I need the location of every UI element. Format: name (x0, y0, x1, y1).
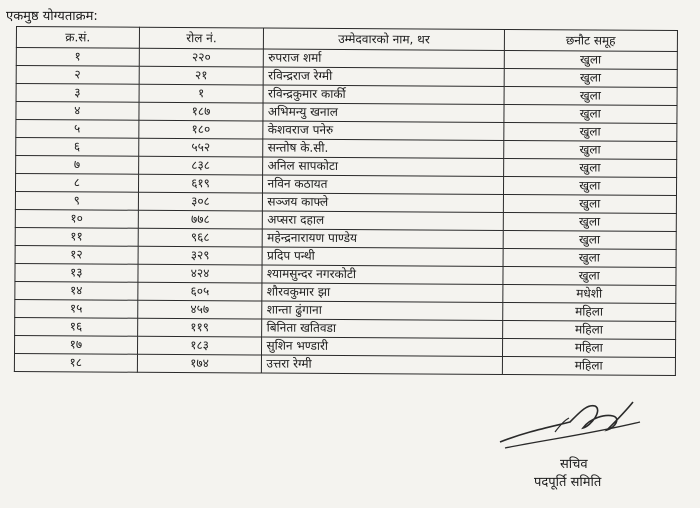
cell-roll: ६१९ (138, 174, 263, 193)
cell-name: श्यामसुन्दर नगरकोटी (262, 265, 502, 284)
cell-roll: ४५७ (137, 300, 262, 319)
cell-sn: ११ (15, 227, 138, 246)
cell-name: शौरवकुमार झा (262, 283, 502, 302)
cell-name: सन्तोष के.सी. (263, 139, 503, 158)
cell-roll: १८० (138, 120, 263, 139)
cell-roll: २१ (139, 66, 264, 85)
cell-roll: ७७८ (138, 210, 263, 229)
cell-name: रुपराज शर्मा (264, 49, 504, 68)
signatory-committee: पदपूर्ति समिति (534, 475, 602, 490)
signatory-title: सचिव (560, 457, 588, 472)
cell-sn: १३ (15, 263, 138, 282)
table-body (14, 48, 677, 376)
cell-group: महिला (502, 302, 675, 321)
merit-list-table (14, 26, 678, 376)
cell-roll: ४२४ (138, 264, 263, 283)
cell-sn: १७ (14, 335, 137, 354)
cell-roll: ८३८ (138, 156, 263, 175)
cell-group: महिला (502, 320, 675, 339)
cell-sn: १५ (15, 299, 138, 318)
cell-name: शान्ता ढुंगाना (262, 301, 502, 320)
cell-sn: ४ (16, 102, 139, 121)
cell-name: महेन्द्रनारायण पाण्डेय (263, 229, 503, 248)
cell-sn: १४ (15, 281, 138, 300)
cell-group: खुला (503, 248, 676, 267)
cell-name: सुशिन भण्डारी (262, 337, 502, 356)
cell-roll: १८७ (139, 102, 264, 121)
cell-group: खुला (504, 50, 677, 69)
cell-name: अप्सरा दहाल (263, 211, 503, 230)
cell-group: खुला (503, 122, 676, 141)
cell-name: अनिल सापकोटा (263, 157, 503, 176)
cell-sn: ३ (16, 84, 139, 103)
cell-sn: ९ (15, 191, 138, 210)
cell-roll: १८३ (137, 336, 262, 355)
cell-group: खुला (504, 68, 677, 87)
page-heading: एकमुष्ठ योग्यताक्रम: (6, 9, 98, 24)
cell-group: खुला (503, 158, 676, 177)
cell-roll: १ (139, 84, 264, 103)
cell-sn: १ (16, 48, 139, 67)
cell-name: केशवराज पनेरु (263, 121, 503, 140)
col-header-group: छनौट समूह (504, 29, 678, 51)
cell-name: रविन्द्रकुमार कार्की (263, 85, 503, 104)
cell-roll: ३०८ (138, 192, 263, 211)
cell-sn: ७ (16, 156, 139, 175)
cell-sn: ८ (15, 174, 138, 193)
cell-roll: ३२९ (138, 246, 263, 265)
cell-name: बिनिता खतिवडा (262, 319, 502, 338)
cell-sn: १६ (15, 317, 138, 336)
cell-group: मधेशी (502, 284, 675, 303)
cell-sn: १२ (15, 245, 138, 264)
col-header-roll: रोल नं. (139, 27, 264, 49)
cell-sn: ५ (16, 120, 139, 139)
table-row (14, 353, 675, 375)
cell-group: खुला (503, 194, 676, 213)
col-header-name: उम्मेदवारको नाम, थर (264, 28, 504, 50)
cell-name: नविन कठायत (263, 175, 503, 194)
cell-roll: ५५२ (138, 138, 263, 157)
cell-group: खुला (504, 104, 677, 123)
cell-group: खुला (504, 86, 677, 105)
cell-sn: २ (16, 66, 139, 85)
cell-name: उत्तरा रेग्मी (262, 355, 502, 374)
cell-group: खुला (503, 140, 676, 159)
cell-group: खुला (503, 230, 676, 249)
cell-roll: ११९ (137, 318, 262, 337)
cell-group: महिला (502, 356, 675, 375)
cell-name: अभिमन्यु खनाल (263, 103, 503, 122)
col-header-sn: क्र.सं. (16, 27, 139, 49)
cell-name: सञ्जय काफ्ले (263, 193, 503, 212)
cell-roll: २२० (139, 48, 264, 67)
cell-roll: १७४ (137, 354, 262, 373)
cell-group: खुला (503, 212, 676, 231)
cell-group: महिला (502, 338, 675, 357)
cell-roll: ९६८ (138, 228, 263, 247)
cell-group: खुला (503, 176, 676, 195)
cell-name: रविन्द्रराज रेग्मी (264, 67, 504, 86)
cell-sn: ६ (16, 138, 139, 157)
signature-scribble (495, 392, 645, 456)
cell-roll: ६०५ (137, 282, 262, 301)
cell-sn: १० (15, 209, 138, 228)
cell-group: खुला (503, 266, 676, 285)
cell-name: प्रदिप पन्थी (262, 247, 502, 266)
cell-sn: १८ (14, 353, 137, 372)
